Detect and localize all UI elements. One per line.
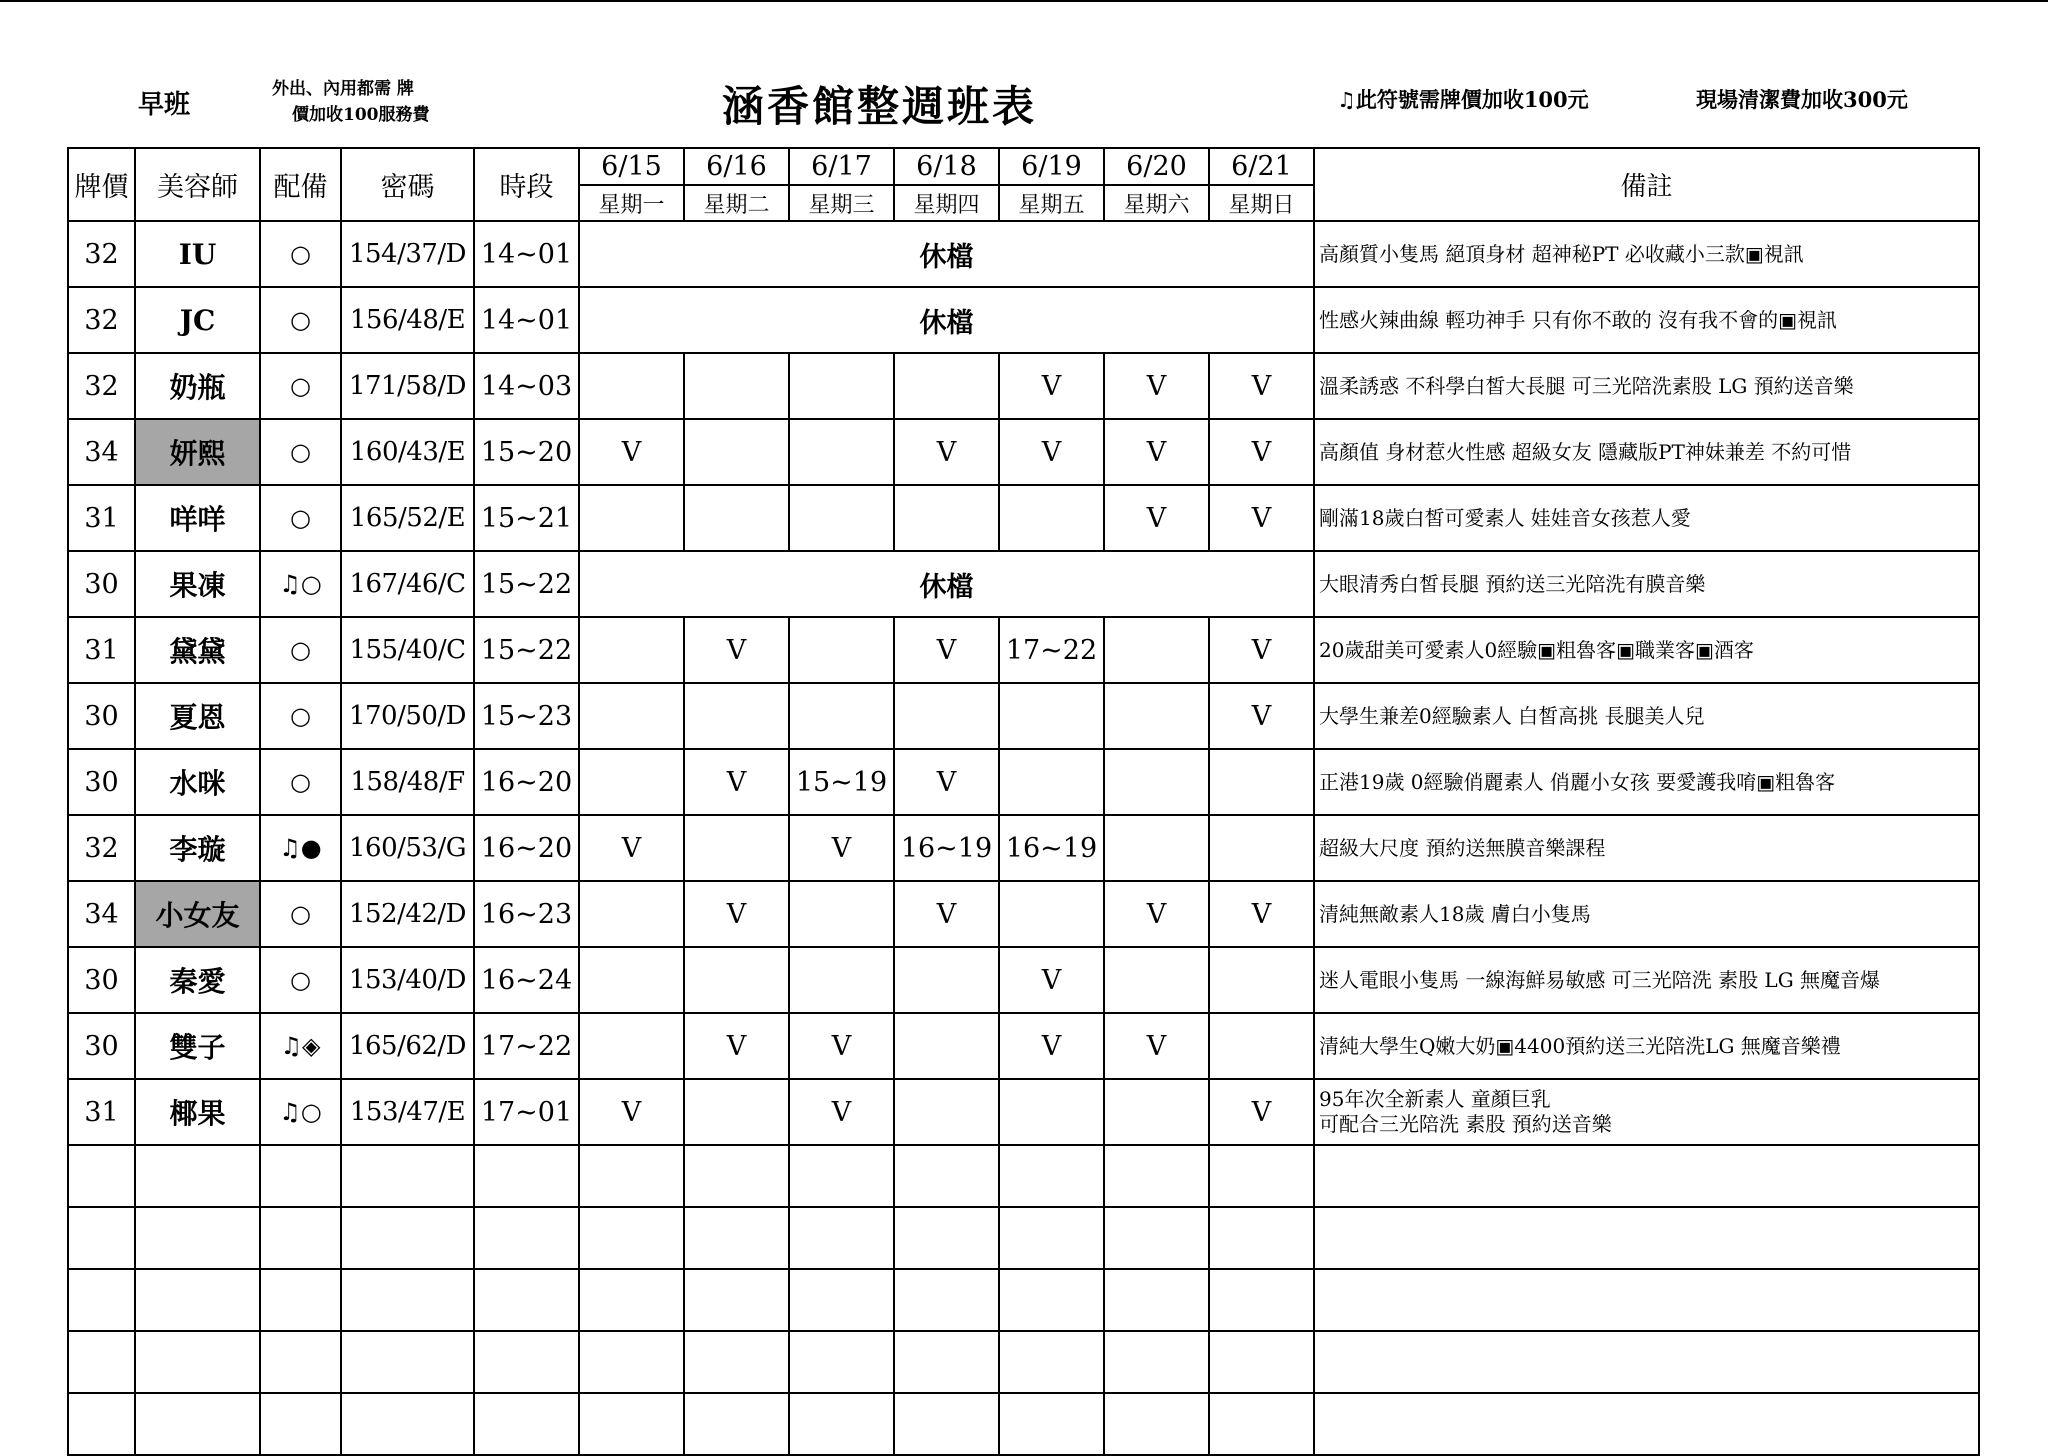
music-symbol-note: ♫此符號需牌價加收100元: [1337, 87, 1589, 112]
schedule-cell: [579, 1013, 684, 1079]
schedule-cell: [999, 749, 1104, 815]
schedule-cell: V: [684, 881, 789, 947]
remarks-cell: 迷人電眼小隻馬 一線海鮮易敏感 可三光陪洗 素股 LG 無魔音爆: [1314, 947, 1979, 1013]
schedule-cell: V: [894, 881, 999, 947]
code-cell: 170/50/D: [341, 683, 474, 749]
beautician-name: 椰果: [135, 1079, 260, 1145]
beautician-name: IU: [135, 221, 260, 287]
schedule-cell: V: [1209, 617, 1314, 683]
remarks-cell: [1314, 1079, 1979, 1145]
code-cell: 158/48/F: [341, 749, 474, 815]
schedule-cell: [684, 485, 789, 551]
price-cell: 32: [68, 287, 135, 353]
remarks-cell: 清純無敵素人18歲 膚白小隻馬: [1314, 881, 1979, 947]
schedule-cell: V: [999, 419, 1104, 485]
code-cell: 153/40/D: [341, 947, 474, 1013]
schedule-cell: 16~19: [999, 815, 1104, 881]
schedule-cell: V: [579, 419, 684, 485]
schedule-cell: [894, 485, 999, 551]
equipment-cell: ○: [260, 287, 341, 353]
header-date: 6/16: [684, 148, 789, 185]
schedule-cell: V: [1209, 419, 1314, 485]
table-row: [68, 683, 1979, 749]
header-date: 6/18: [894, 148, 999, 185]
schedule-cell: [684, 683, 789, 749]
code-cell: 167/46/C: [341, 551, 474, 617]
schedule-cell: V: [1104, 1013, 1209, 1079]
schedule-cell: [1209, 1013, 1314, 1079]
schedule-cell: V: [1104, 353, 1209, 419]
header-weekday: 星期日: [1209, 185, 1314, 221]
equipment-cell: ○: [260, 485, 341, 551]
header-weekday: 星期五: [999, 185, 1104, 221]
price-cell: 31: [68, 617, 135, 683]
equipment-cell: ○: [260, 419, 341, 485]
beautician-name: 秦愛: [135, 947, 260, 1013]
off-duty-cell: 休檔: [579, 551, 1314, 617]
schedule-cell: [999, 485, 1104, 551]
table-row: [68, 815, 1979, 881]
code-cell: 160/53/G: [341, 815, 474, 881]
schedule-cell: 15~19: [789, 749, 894, 815]
equipment-cell: ♫◈: [260, 1013, 341, 1079]
off-duty-cell: 休檔: [579, 287, 1314, 353]
schedule-cell: [999, 683, 1104, 749]
header-date: 6/17: [789, 148, 894, 185]
schedule-cell: [579, 485, 684, 551]
header-time-slot: 時段: [474, 148, 579, 221]
schedule-cell: V: [684, 749, 789, 815]
table-row: [68, 881, 1979, 947]
schedule-cell: [1209, 947, 1314, 1013]
price-cell: 32: [68, 815, 135, 881]
code-cell: 160/43/E: [341, 419, 474, 485]
schedule-cell: V: [789, 815, 894, 881]
header-weekday: 星期三: [789, 185, 894, 221]
code-cell: 156/48/E: [341, 287, 474, 353]
time-slot-cell: 16~23: [474, 881, 579, 947]
remarks-line: 可配合三光陪洗 素股 預約送音樂: [1319, 1112, 1612, 1136]
schedule-cell: [789, 881, 894, 947]
equipment-cell: ♫○: [260, 1079, 341, 1145]
header-date: 6/19: [999, 148, 1104, 185]
page-title: 涵香館整週班表: [722, 82, 1038, 131]
price-cell: 30: [68, 683, 135, 749]
time-slot-cell: 16~20: [474, 749, 579, 815]
price-cell: 32: [68, 221, 135, 287]
schedule-cell: [1104, 947, 1209, 1013]
table-row: [68, 551, 1979, 617]
schedule-cell: [579, 947, 684, 1013]
off-duty-cell: 休檔: [579, 221, 1314, 287]
schedule-cell: [999, 1079, 1104, 1145]
schedule-cell: [999, 881, 1104, 947]
service-fee-note-line2: 價加收100服務費: [292, 105, 430, 125]
beautician-name: 李璇: [135, 815, 260, 881]
header-weekday: 星期四: [894, 185, 999, 221]
schedule-cell: V: [999, 1013, 1104, 1079]
empty-row: [68, 1331, 1979, 1393]
schedule-cell: V: [1104, 485, 1209, 551]
schedule-cell: [684, 353, 789, 419]
schedule-cell: V: [1209, 1079, 1314, 1145]
schedule-cell: [894, 683, 999, 749]
time-slot-cell: 17~22: [474, 1013, 579, 1079]
schedule-cell: [789, 617, 894, 683]
schedule-cell: [1104, 1079, 1209, 1145]
empty-row: [68, 1207, 1979, 1269]
schedule-cell: [579, 617, 684, 683]
time-slot-cell: 14~03: [474, 353, 579, 419]
code-cell: 165/62/D: [341, 1013, 474, 1079]
schedule-cell: V: [894, 749, 999, 815]
table-row: [68, 617, 1979, 683]
beautician-name: JC: [135, 287, 260, 353]
table-row: [68, 353, 1979, 419]
schedule-cell: [789, 353, 894, 419]
schedule-cell: [579, 749, 684, 815]
time-slot-cell: 17~01: [474, 1079, 579, 1145]
schedule-cell: [1104, 617, 1209, 683]
equipment-cell: ○: [260, 683, 341, 749]
price-cell: 31: [68, 1079, 135, 1145]
schedule-cell: [894, 353, 999, 419]
code-cell: 171/58/D: [341, 353, 474, 419]
remarks-cell: 大學生兼差0經驗素人 白皙高挑 長腿美人兒: [1314, 683, 1979, 749]
schedule-cell: [789, 683, 894, 749]
schedule-cell: [789, 947, 894, 1013]
code-cell: 165/52/E: [341, 485, 474, 551]
schedule-cell: V: [1209, 353, 1314, 419]
schedule-cell: V: [1104, 881, 1209, 947]
time-slot-cell: 14~01: [474, 287, 579, 353]
beautician-name: 雙子: [135, 1013, 260, 1079]
price-cell: 34: [68, 881, 135, 947]
beautician-name: 小女友: [135, 881, 260, 947]
table-row: [68, 1013, 1979, 1079]
remarks-cell: 超級大尺度 預約送無膜音樂課程: [1314, 815, 1979, 881]
schedule-cell: V: [789, 1079, 894, 1145]
remarks-cell: 高顏質小隻馬 絕頂身材 超神秘PT 必收藏小三款▣視訊: [1314, 221, 1979, 287]
empty-row: [68, 1269, 1979, 1331]
schedule-cell: [789, 419, 894, 485]
empty-row: [68, 1393, 1979, 1455]
equipment-cell: ○: [260, 749, 341, 815]
empty-row: [68, 1145, 1979, 1207]
schedule-cell: [684, 419, 789, 485]
schedule-cell: V: [684, 617, 789, 683]
schedule-cell: V: [579, 1079, 684, 1145]
header-weekday: 星期六: [1104, 185, 1209, 221]
remarks-cell: 正港19歲 0經驗俏麗素人 俏麗小女孩 要愛護我唷▣粗魯客: [1314, 749, 1979, 815]
time-slot-cell: 16~20: [474, 815, 579, 881]
header-beautician: 美容師: [135, 148, 260, 221]
schedule-cell: [684, 815, 789, 881]
code-cell: 155/40/C: [341, 617, 474, 683]
header-weekday: 星期二: [684, 185, 789, 221]
schedule-cell: [1104, 749, 1209, 815]
time-slot-cell: 16~24: [474, 947, 579, 1013]
equipment-cell: ○: [260, 947, 341, 1013]
header-date: 6/21: [1209, 148, 1314, 185]
price-cell: 30: [68, 749, 135, 815]
price-cell: 34: [68, 419, 135, 485]
schedule-cell: [579, 683, 684, 749]
code-cell: 154/37/D: [341, 221, 474, 287]
schedule-cell: [894, 1013, 999, 1079]
remarks-cell: 剛滿18歲白皙可愛素人 娃娃音女孩惹人愛: [1314, 485, 1979, 551]
header-code: 密碼: [341, 148, 474, 221]
schedule-cell: 17~22: [999, 617, 1104, 683]
table-row: [68, 947, 1979, 1013]
schedule-cell: [1104, 815, 1209, 881]
table-row: [68, 221, 1979, 287]
shift-label: 早班: [138, 90, 191, 120]
schedule-cell: [1104, 683, 1209, 749]
remarks-cell: 高顏值 身材惹火性感 超級女友 隱藏版PT神妹兼差 不約可惜: [1314, 419, 1979, 485]
time-slot-cell: 15~23: [474, 683, 579, 749]
beautician-name: 黛黛: [135, 617, 260, 683]
table-row: [68, 749, 1979, 815]
schedule-cell: V: [894, 419, 999, 485]
equipment-cell: ♫○: [260, 551, 341, 617]
schedule-cell: [894, 1079, 999, 1145]
price-cell: 30: [68, 1013, 135, 1079]
beautician-name: 咩咩: [135, 485, 260, 551]
equipment-cell: ○: [260, 353, 341, 419]
beautician-name: 奶瓶: [135, 353, 260, 419]
schedule-cell: [579, 353, 684, 419]
schedule-cell: V: [1104, 419, 1209, 485]
beautician-name: 妍熙: [135, 419, 260, 485]
schedule-table: [67, 147, 1980, 1456]
header-equipment: 配備: [260, 148, 341, 221]
schedule-cell: V: [999, 353, 1104, 419]
header-date: 6/20: [1104, 148, 1209, 185]
header-price: 牌價: [68, 148, 135, 221]
schedule-cell: [579, 881, 684, 947]
table-row: [68, 287, 1979, 353]
beautician-name: 水咪: [135, 749, 260, 815]
top-border-line: [0, 0, 2048, 2]
beautician-name: 果凍: [135, 551, 260, 617]
header-date: 6/15: [579, 148, 684, 185]
schedule-cell: [1209, 815, 1314, 881]
price-cell: 31: [68, 485, 135, 551]
schedule-cell: [684, 1079, 789, 1145]
header-remarks: 備註: [1314, 148, 1979, 221]
code-cell: 153/47/E: [341, 1079, 474, 1145]
schedule-cell: V: [894, 617, 999, 683]
price-cell: 30: [68, 551, 135, 617]
table-row: [68, 485, 1979, 551]
code-cell: 152/42/D: [341, 881, 474, 947]
schedule-cell: [684, 947, 789, 1013]
schedule-cell: [1209, 749, 1314, 815]
time-slot-cell: 14~01: [474, 221, 579, 287]
remarks-line: 95年次全新素人 童顏巨乳: [1319, 1087, 1551, 1111]
remarks-cell: 清純大學生Q嫩大奶▣4400預約送三光陪洗LG 無魔音樂禮: [1314, 1013, 1979, 1079]
service-fee-note-line1: 外出、內用都需 牌: [272, 79, 414, 99]
remarks-cell: 20歲甜美可愛素人0經驗▣粗魯客▣職業客▣酒客: [1314, 617, 1979, 683]
equipment-cell: ○: [260, 881, 341, 947]
equipment-cell: ○: [260, 221, 341, 287]
time-slot-cell: 15~22: [474, 617, 579, 683]
equipment-cell: ○: [260, 617, 341, 683]
schedule-cell: [894, 947, 999, 1013]
remarks-cell: 溫柔誘惑 不科學白皙大長腿 可三光陪洗素股 LG 預約送音樂: [1314, 353, 1979, 419]
schedule-cell: V: [1209, 683, 1314, 749]
time-slot-cell: 15~21: [474, 485, 579, 551]
schedule-cell: V: [999, 947, 1104, 1013]
schedule-cell: V: [789, 1013, 894, 1079]
schedule-cell: V: [684, 1013, 789, 1079]
header-weekday: 星期一: [579, 185, 684, 221]
beautician-name: 夏恩: [135, 683, 260, 749]
table-row: [68, 419, 1979, 485]
schedule-cell: 16~19: [894, 815, 999, 881]
price-cell: 30: [68, 947, 135, 1013]
time-slot-cell: 15~20: [474, 419, 579, 485]
remarks-cell: 性感火辣曲線 輕功神手 只有你不敢的 沒有我不會的▣視訊: [1314, 287, 1979, 353]
schedule-cell: V: [1209, 881, 1314, 947]
price-cell: 32: [68, 353, 135, 419]
time-slot-cell: 15~22: [474, 551, 579, 617]
cleaning-fee-note: 現場清潔費加收300元: [1696, 87, 1908, 112]
remarks-cell: 大眼清秀白皙長腿 預約送三光陪洗有膜音樂: [1314, 551, 1979, 617]
schedule-cell: V: [579, 815, 684, 881]
schedule-cell: [789, 485, 894, 551]
schedule-cell: V: [1209, 485, 1314, 551]
equipment-cell: ♫●: [260, 815, 341, 881]
table-row: [68, 1079, 1979, 1145]
